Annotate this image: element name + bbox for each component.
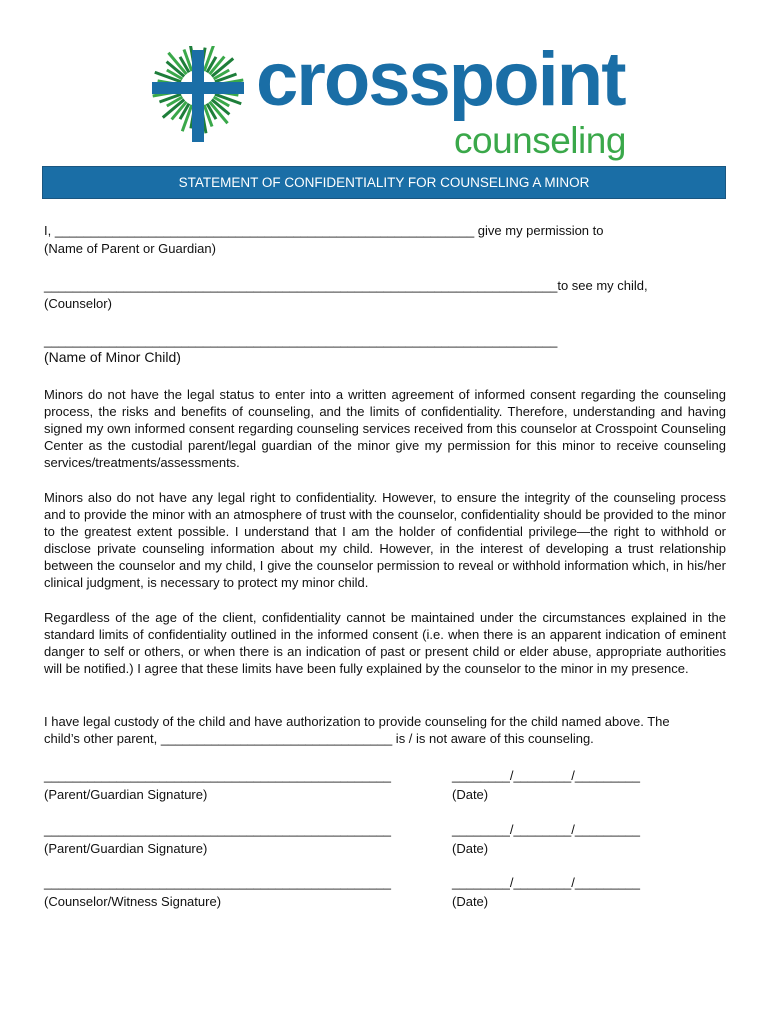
custody-statement: I have legal custody of the child and have authorization to provide counseling for the child named above. The [44, 714, 670, 729]
brand-tagline: counseling [454, 120, 626, 161]
date-caption-1: (Date) [452, 787, 489, 802]
signature-line-2[interactable]: ________________________________________________ [44, 822, 392, 837]
signature-line-1[interactable]: ________________________________________________ [44, 768, 392, 783]
counselor-caption: (Counselor) [44, 296, 112, 311]
crosspoint-logo [148, 37, 628, 164]
brand-name: crosspoint [256, 37, 625, 122]
minor-name-field[interactable]: _______________________________________________________________________ [44, 333, 558, 348]
date-line-2[interactable]: ________/________/_________ [452, 822, 640, 837]
paragraph-2: Minors also do not have any legal right to confidentiality. However, to ensure the integrity of the counseling process and to provide the minor with an atmosphere of trust with the counselor, confidentiality should be provided to the minor to the greatest extent possible. I understand that I am the holder of confidential privilege—the right to withhold or disclose private counseling information about my child. However, in the interest of developing a trust relationship between the counselor and my child, I give the counselor permission to reveal or withhold information which, in his/her clinical judgment, is necessary to protect my minor child. [44, 490, 726, 590]
date-line-1[interactable]: ________/________/_________ [452, 768, 640, 783]
minor-name-caption: (Name of Minor Child) [44, 349, 181, 365]
date-caption-3: (Date) [452, 894, 489, 909]
signature-caption-3: (Counselor/Witness Signature) [44, 894, 222, 909]
signature-caption-2: (Parent/Guardian Signature) [44, 841, 208, 856]
signature-line-3[interactable]: ________________________________________________ [44, 875, 392, 890]
date-line-3[interactable]: ________/________/_________ [452, 875, 640, 890]
other-parent-field[interactable]: child’s other parent, ________________________________ is / is not aware of this counseling. [44, 731, 594, 746]
form-title: STATEMENT OF CONFIDENTIALITY FOR COUNSELING A MINOR [42, 166, 726, 199]
cross-burst-icon [148, 46, 248, 146]
paragraph-3: Regardless of the age of the client, confidentiality cannot be maintained under the circumstances explained in the standard limits of confidentiality outlined in the informed consent (i.e. when there is an apparent indication of eminent danger to self or others, or when there is an indication of past or present child or elder abuse, appropriate authorities will be notified.) I agree that these limits have been fully explained by the counselor to the minor in my presence. [44, 610, 726, 676]
parent-name-field[interactable]: I, __________________________________________________________ give my permission to [44, 223, 604, 238]
counselor-field[interactable]: _______________________________________________________________________to see my child, [44, 278, 648, 293]
paragraph-1: Minors do not have the legal status to enter into a written agreement of informed consent regarding the counseling process, the risks and benefits of counseling, and the limits of confidentiality. Therefore, understanding and having signed my own informed consent regarding counseling services received from this counselor at Crosspoint Counseling Center as the custodial parent/legal guardian of the minor give my permission for this minor to receive counseling services/treatments/assessments. [44, 387, 726, 470]
date-caption-2: (Date) [452, 841, 489, 856]
parent-name-caption: (Name of Parent or Guardian) [44, 241, 216, 256]
signature-caption-1: (Parent/Guardian Signature) [44, 787, 208, 802]
